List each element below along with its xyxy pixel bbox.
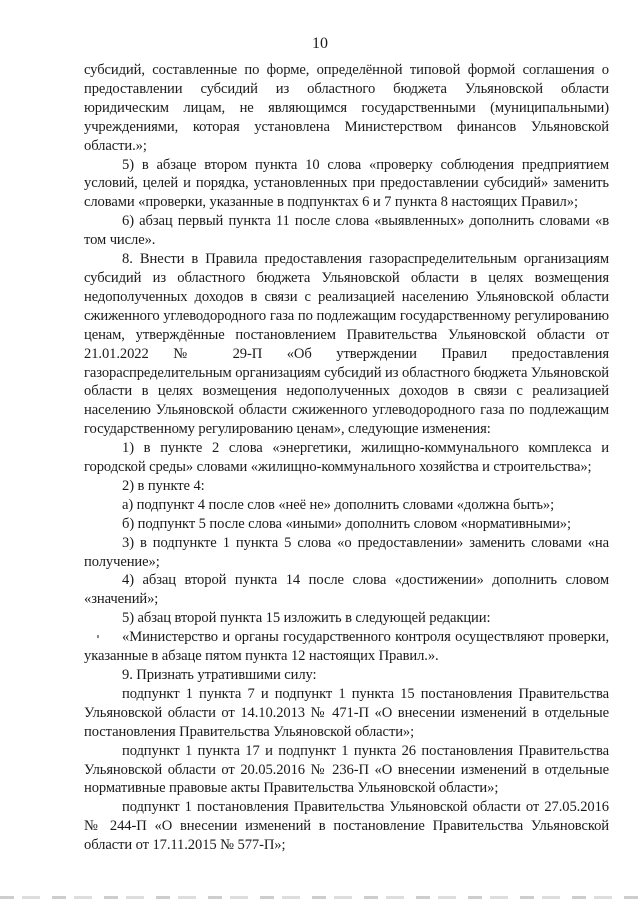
paragraph: 8. Внести в Правила предоставления газораспределительным организациям субсидий из областного бюджета Ульяновской области в целях возмещения недополученных доходов в связи с реализацией населению Ульяновской области сжиженного углеводородного газа по подлежащим государственному регулированию ценам, утверждённые постановлением Правительства Ульяновской области от 21.01.2022 № 29-П «Об утверждении Правил предоставления газораспределительным организациям субсидий из областного бюджета Ульяновской области в целях возмещения недополученных доходов в связи с реализацией населению Ульяновской области сжиженного углеводородного газа по подлежащим государственному регулированию ценам», следующие изменения: [84,251,609,438]
scan-speck [97,635,99,638]
paragraph: 1) в пункте 2 слова «энергетики, жилищно-коммунального комплекса и городской среды» словами «жилищно-коммунального хозяйства и строительства»; [84,440,609,476]
paragraph: 2) в пункте 4: [122,477,205,494]
scan-bottom-edge [0,896,640,899]
paragraph: 6) абзац первый пункта 11 после слова «выявленных» дополнить словами «в том числе». [84,213,609,249]
paragraph: а) подпункт 4 после слов «неё не» дополнить словами «должна быть»; [122,496,555,513]
page-number: 10 [312,35,328,52]
paragraph: 3) в подпункте 1 пункта 5 слова «о предоставлении» заменить словами «на получение»; [84,534,609,570]
paragraph: подпункт 1 постановления Правительства Ульяновской области от 27.05.2016 № 244-П «О внесении изменений в постановление Правительства Ульяновской области от 17.11.2015 № 577-П»; [84,799,609,854]
paragraph: подпункт 1 пункта 17 и подпункт 1 пункта 26 постановления Правительства Ульяновской области от 20.05.2016 № 236-П «О внесении изменений в отдельные нормативные правовые акты Правительства Ульяновской области»; [84,742,609,797]
paragraph: 5) абзац второй пункта 15 изложить в следующей редакции: [122,610,491,627]
paragraph: 5) в абзаце втором пункта 10 слова «проверку соблюдения предприятием условий, целей и порядка, установленных при предоставлении субсидий» заменить словами «проверки, указанные в подпунктах 6 и 7 пункта 8 настоящих Правил»; [84,156,609,211]
paragraph: субсидий, составленные по форме, определённой типовой формой соглашения о предоставлении субсидий из областного бюджета Ульяновской области юридическим лицам, не являющимся государственными (муниципальными) учреждениями, которая установлена Министерством финансов Ульяновской области.»; [84,62,609,154]
paragraph: б) подпункт 5 после слова «иными» дополнить словом «нормативными»; [122,515,571,532]
document-body [84,61,609,855]
paragraph: «Министерство и органы государственного контроля осуществляют проверки, указанные в абзаце пятом пункта 12 настоящих Правил.». [84,629,609,665]
paragraph: 9. Признать утратившими силу: [122,667,317,683]
paragraph: подпункт 1 пункта 7 и подпункт 1 пункта 15 постановления Правительства Ульяновской области от 14.10.2013 № 471-П «О внесении изменений в отдельные постановления Правительства Ульяновской области»; [84,685,609,740]
paragraph: 4) абзац второй пункта 14 после слова «достижении» дополнить словом «значений»; [84,572,609,608]
